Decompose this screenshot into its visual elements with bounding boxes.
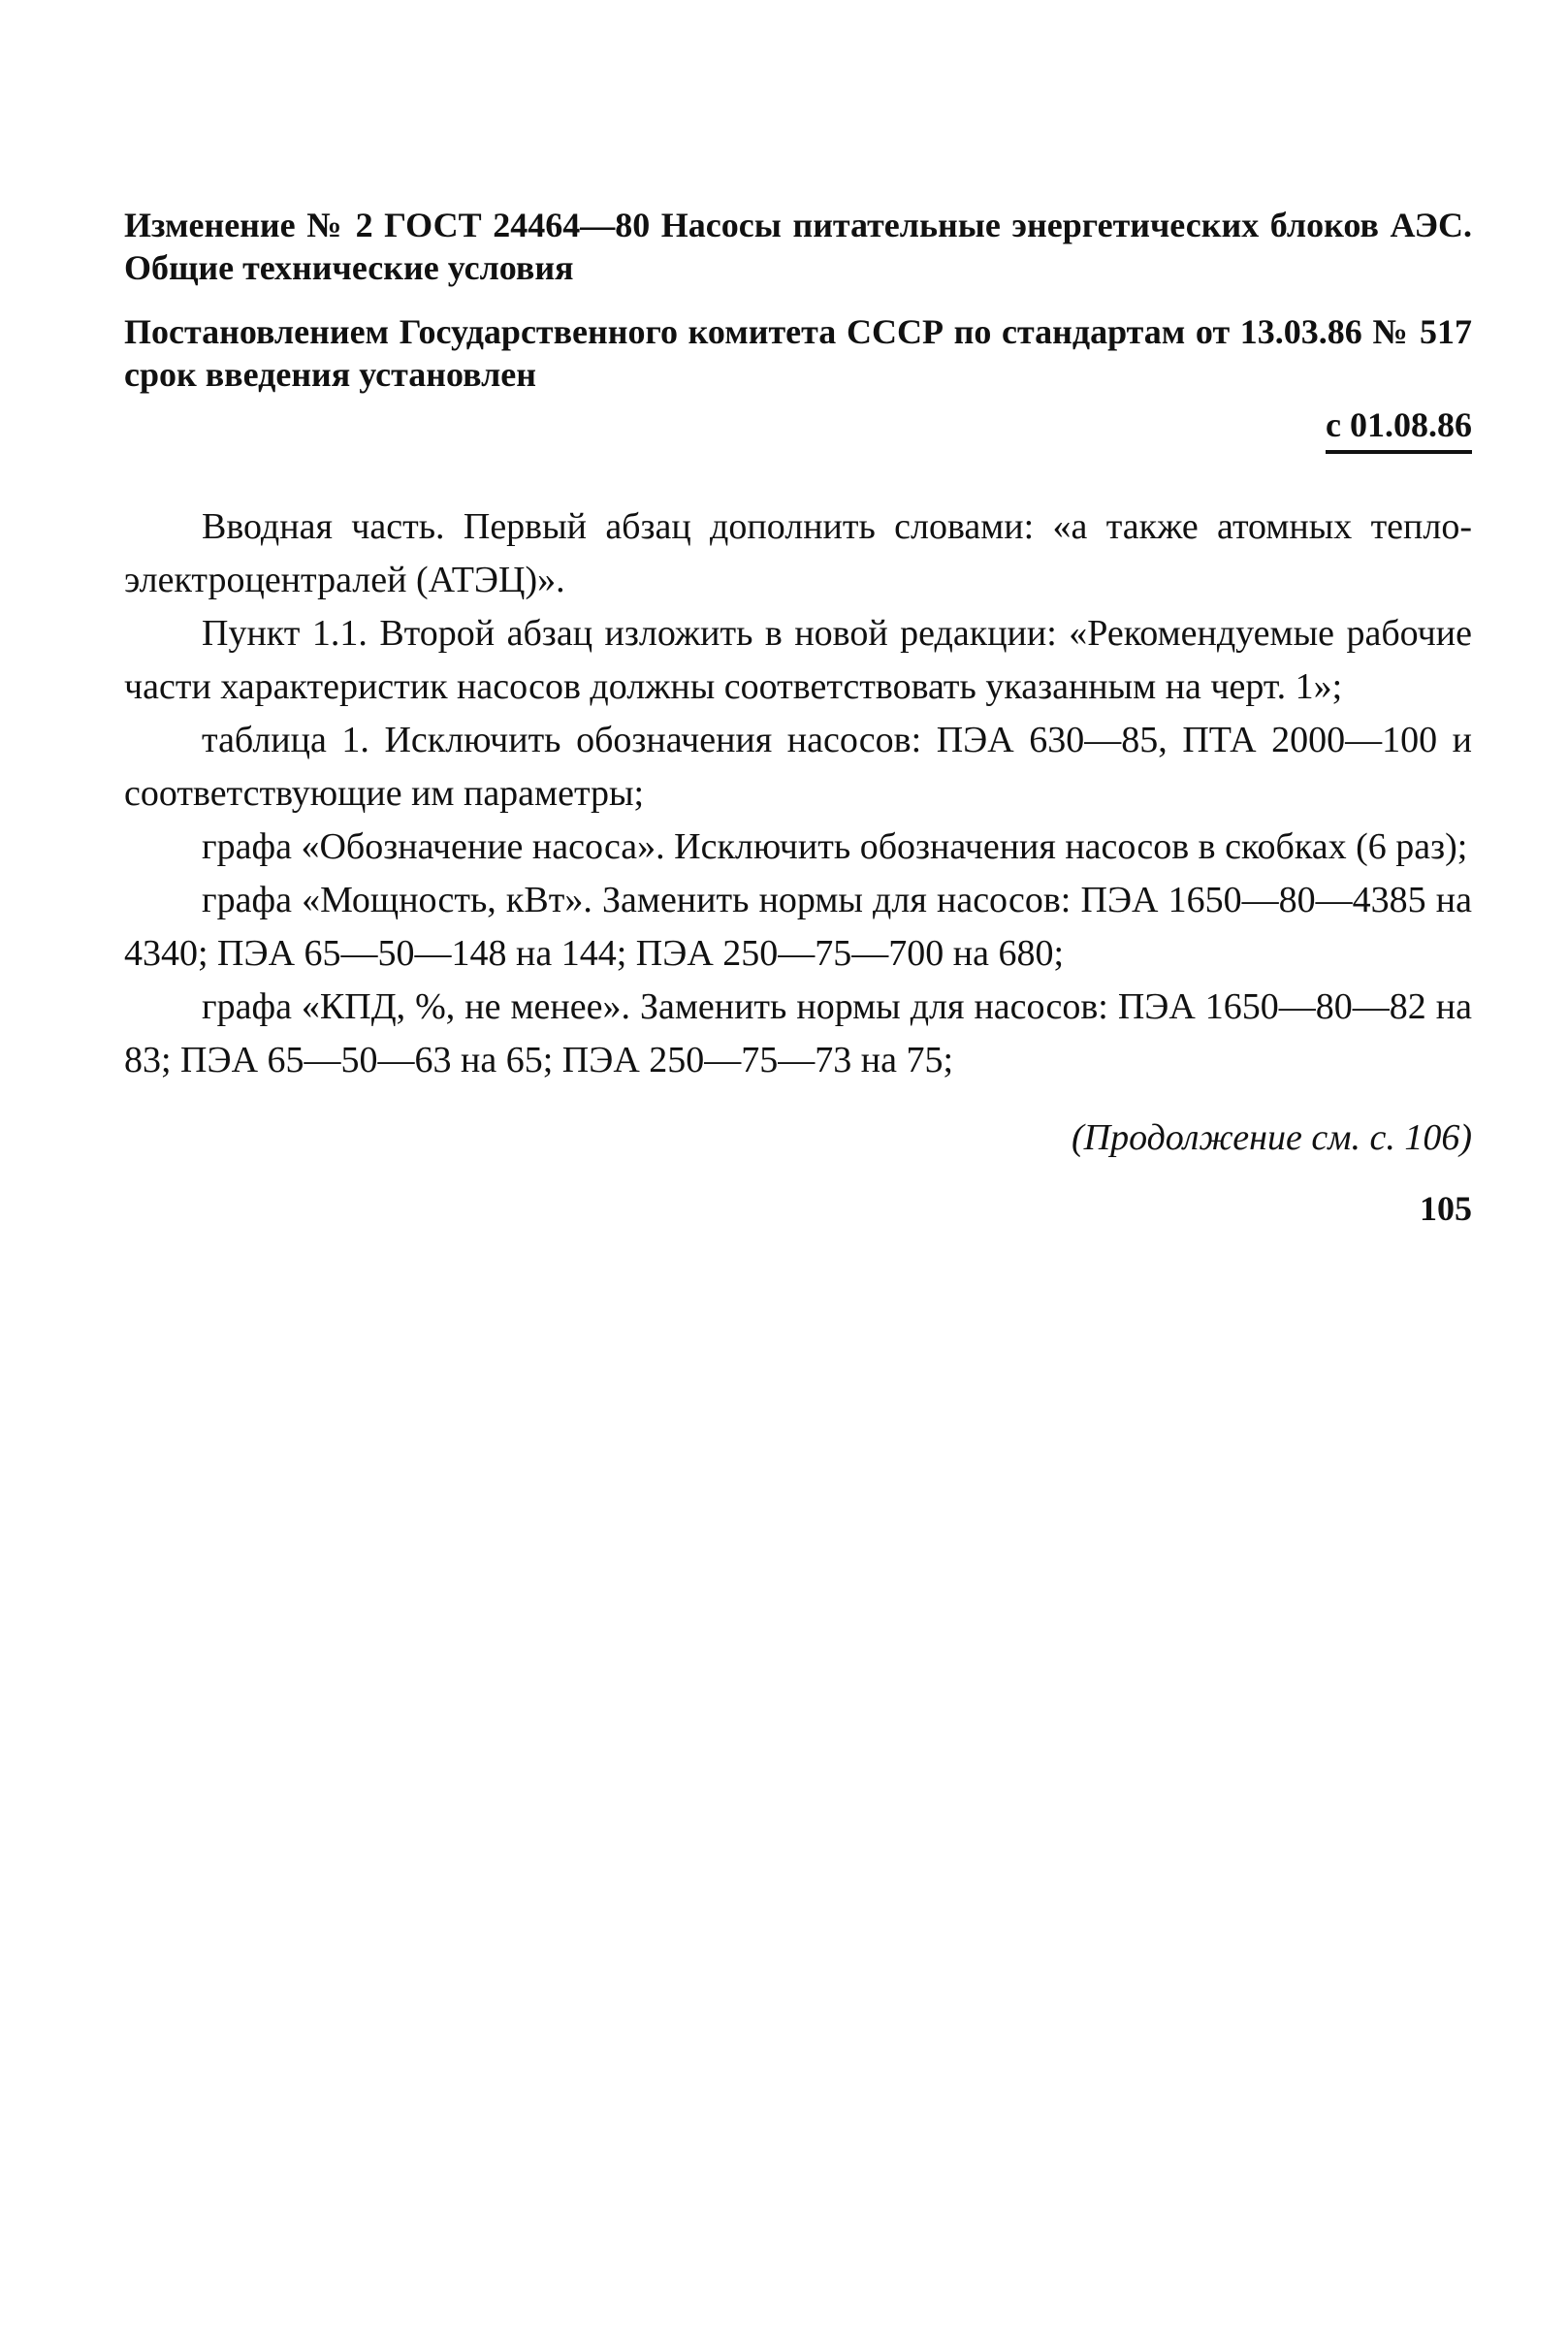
paragraph: таблица 1. Исключить обозначения насосов: ПЭА 630—85, ПТА 2000—100 и соответствующие им параметры;: [124, 720, 1472, 814]
paragraph: графа «Мощность, кВт». Заменить нормы для насосов: ПЭА 1650—80—4385 на 4340; ПЭА 65—50—148 на 144; ПЭА 250—75—700 на 680;: [124, 880, 1472, 974]
amendment-title: Изменение № 2 ГОСТ 24464—80 Насосы питательные энергетических блоков АЭС. Общие технические условия: [124, 206, 1472, 287]
paragraph: Вводная часть. Первый абзац дополнить словами: «а также атомных тепло-электроцентралей (АТЭЦ)».: [124, 506, 1472, 600]
paragraph: графа «КПД, %, не менее». Заменить нормы для насосов: ПЭА 1650—80—82 на 83; ПЭА 65—50—63 на 65; ПЭА 250—75—73 на 75;: [124, 986, 1472, 1080]
decree-statement: Постановлением Государственного комитета СССР по стандартам от 13.03.86 № 517 срок введения установлен: [124, 312, 1472, 394]
page-number: 105: [1420, 1189, 1472, 1228]
document-page: [124, 204, 1472, 1229]
continuation-note: (Продолжение см. с. 106): [1071, 1117, 1472, 1158]
effective-date-value: с 01.08.86: [1326, 403, 1472, 454]
paragraph: графа «Обозначение насоса». Исключить обозначения насосов в скобках (6 раз);: [202, 826, 1468, 867]
paragraph: Пункт 1.1. Второй абзац изложить в новой редакции: «Рекомендуемые рабочие части характеристик насосов должны соответствовать указанным на черт. 1»;: [124, 613, 1472, 707]
effective-date: [124, 403, 1472, 454]
amendment-body: [124, 500, 1472, 1087]
